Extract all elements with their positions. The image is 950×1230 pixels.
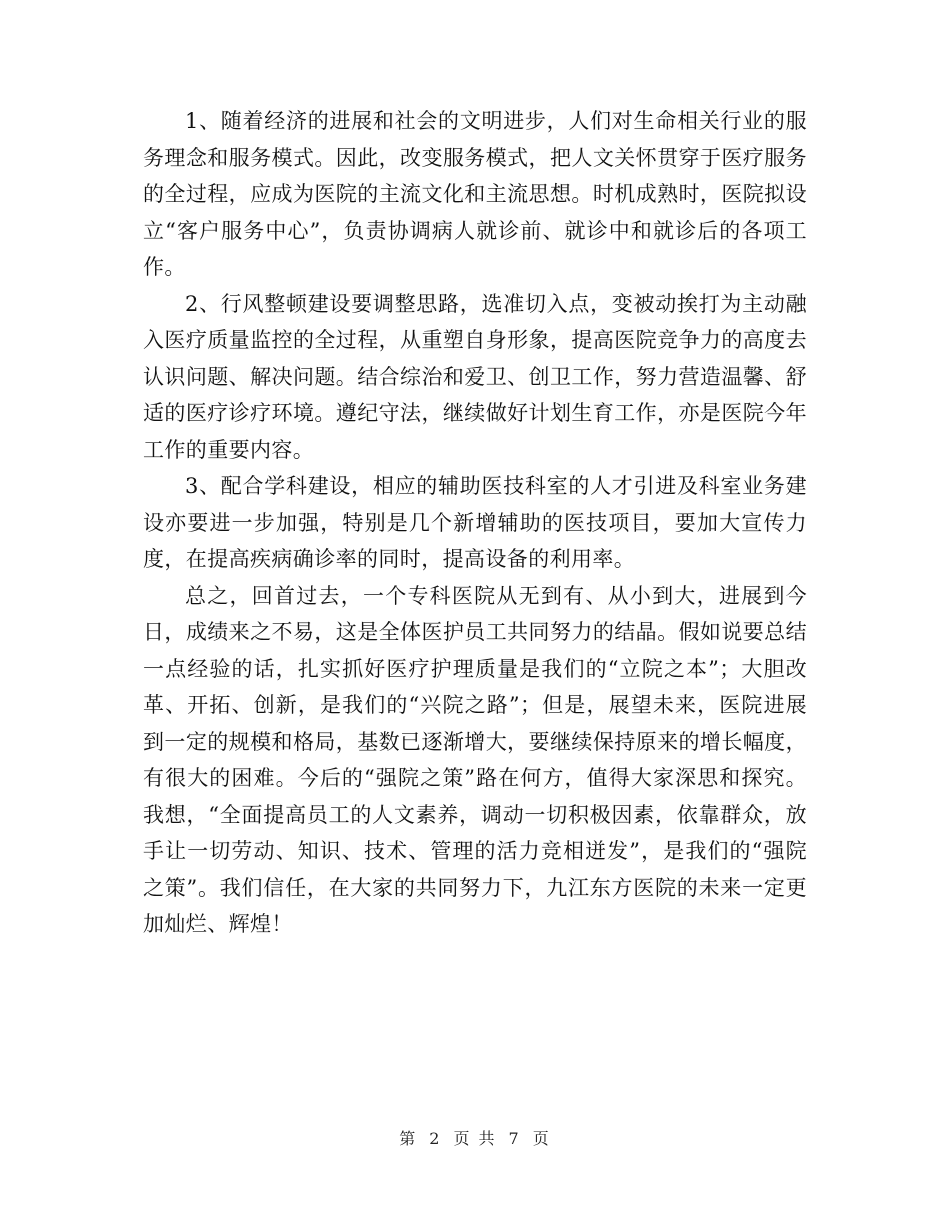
paragraph-summary: 总之，回首过去，一个专科医院从无到有、从小到大，进展到今日，成绩来之不易，这是全体医护员工共同努力的结晶。假如说要总结一点经验的话，扎实抓好医疗护理质量是我们的“立院之本”；大胆改革、开拓、创新，是我们的“兴院之路”；但是，展望未来，医院进展到一定的规模和格局，基数已逐渐增大，要继续保持原来的增长幅度，有很大的困难。今后的“强院之策”路在何方，值得大家深思和探究。我想，“全面提高员工的人文素养，调动一切积极因素，依靠群众，放手让一切劳动、知识、技术、管理的活力竞相迸发”，是我们的“强院之策”。我们信任，在大家的共同努力下，九江东方医院的未来一定更加灿烂、辉煌！: [143, 583, 807, 936]
page-footer: [0, 1126, 950, 1149]
document-body: [143, 103, 807, 943]
paragraph-3: 3、配合学科建设，相应的辅助医技科室的人才引进及科室业务建设亦要进一步加强，特别是几个新增辅助的医技项目，要加大宣传力度，在提高疾病确诊率的同时，提高设备的利用率。: [143, 474, 807, 571]
footer-prefix: 第: [399, 1129, 418, 1148]
paragraph-2: 2、行风整顿建设要调整思路，选准切入点，变被动挨打为主动融入医疗质量监控的全过程，从重塑自身形象，提高医院竞争力的高度去认识问题、解决问题。结合综治和爱卫、创卫工作，努力营造温馨、舒适的医疗诊疗环境。遵纪守法，继续做好计划生育工作，亦是医院今年工作的重要内容。: [143, 291, 807, 462]
footer-page-number: 2: [429, 1129, 442, 1148]
footer-mid: 页 共: [453, 1129, 497, 1148]
paragraph-1: 1、随着经济的进展和社会的文明进步，人们对生命相关行业的服务理念和服务模式。因此，改变服务模式，把人文关怀贯穿于医疗服务的全过程，应成为医院的主流文化和主流思想。时机成熟时，医院拟设立“客户服务中心”，负责协调病人就诊前、就诊中和就诊后的各项工作。: [143, 109, 807, 279]
footer-suffix: 页: [532, 1129, 551, 1148]
footer-total-pages: 7: [508, 1129, 521, 1148]
